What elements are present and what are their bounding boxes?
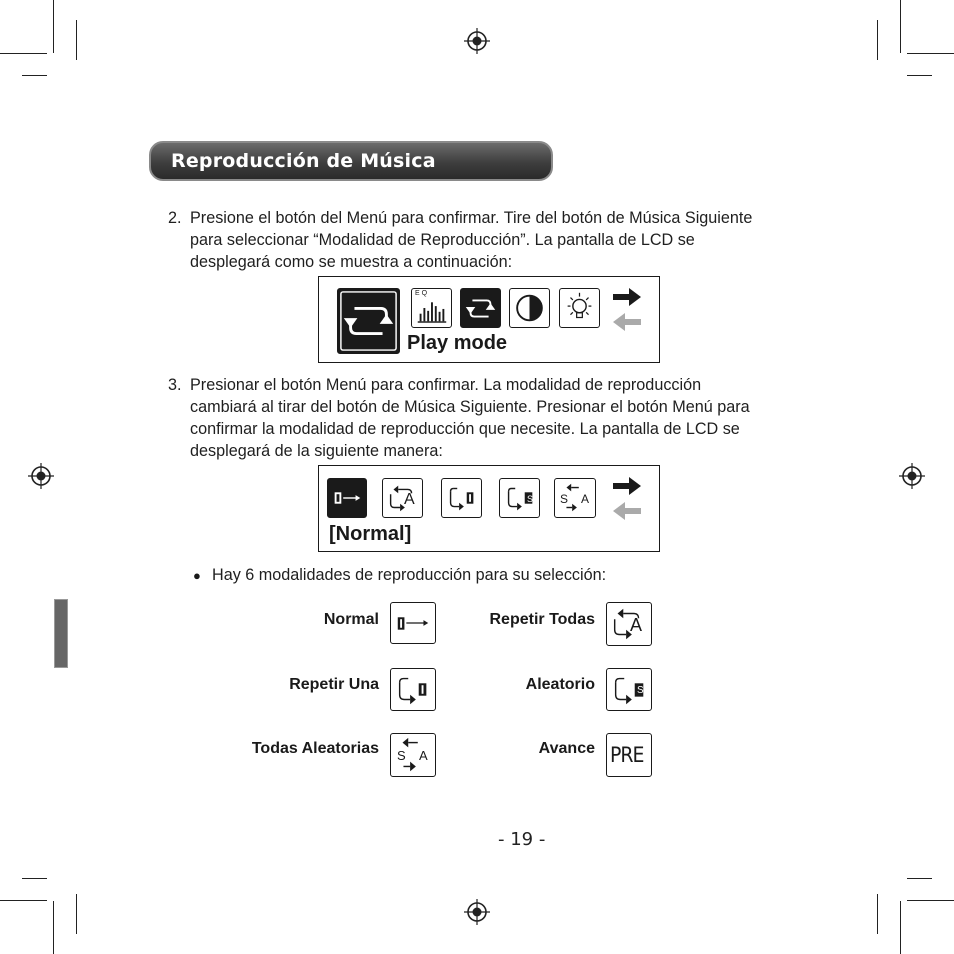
mode-label-all-shuffle: Todas Aleatorias: [251, 740, 379, 757]
all-shuffle-glyph-a: A: [581, 492, 590, 506]
preview-legend-icon: [606, 733, 652, 777]
repeat-all-legend-icon: [606, 602, 652, 646]
repeat-all-glyph: A: [404, 491, 415, 508]
side-tab-marker: [54, 599, 68, 668]
shuffle-icon: [499, 478, 540, 518]
paragraph-line: Presionar el botón Menú para confirmar. La modalidad de reproducción: [190, 376, 702, 394]
lcd-screen-play-mode: [318, 276, 660, 363]
lcd-screen-normal: [318, 465, 660, 552]
mode-label-repeat-all: Repetir Todas: [489, 611, 595, 628]
paragraph-line: desplegará como se muestra a continuación:: [190, 253, 513, 271]
all-shuffle-glyph-s: S: [560, 492, 569, 506]
preview-glyph: PRE: [610, 743, 644, 767]
paragraph-line: confirmar la modalidad de reproducción que necesite. La pantalla de LCD se: [190, 420, 740, 438]
paragraph-line: cambiará al tirar del botón de Música Siguiente. Presionar el botón Menú para: [190, 398, 750, 416]
section-title: Reproducción de Música: [171, 150, 436, 172]
repeat-one-icon: [441, 478, 482, 518]
registration-mark-icon: [464, 899, 490, 925]
registration-mark-icon: [464, 28, 490, 54]
all-shuffle-icon: [554, 478, 596, 518]
lcd-label-play-mode: Play mode: [407, 332, 508, 354]
page-number: - 19 -: [498, 829, 546, 850]
shuffle-legend-icon: [606, 668, 652, 711]
all-shuffle-legend-glyph-a: A: [419, 748, 428, 763]
next-prev-arrows-icon: [611, 287, 643, 335]
contrast-icon: [509, 288, 550, 328]
mode-label-shuffle: Aleatorio: [525, 676, 595, 693]
section-header: [149, 141, 553, 181]
mode-label-preview: Avance: [538, 740, 595, 757]
repeat-all-icon: [382, 478, 423, 518]
mode-label-normal: Normal: [323, 611, 379, 628]
bullet-text: Hay 6 modalidades de reproducción para su selección:: [212, 566, 607, 584]
eq-text: E Q: [415, 290, 428, 297]
step-3-paragraph: [168, 374, 750, 462]
registration-mark-icon: [28, 463, 54, 489]
normal-mode-selected-icon: [327, 478, 367, 518]
bullet-point: ●: [193, 568, 201, 583]
play-mode-icon: [460, 288, 501, 328]
normal-mode-icon: [390, 602, 436, 644]
shuffle-legend-glyph: S: [637, 685, 644, 696]
paragraph-line: Presione el botón del Menú para confirmar. Tire del botón de Música Siguiente: [190, 209, 753, 227]
backlight-icon: [559, 288, 600, 328]
mode-label-repeat-one: Repetir Una: [289, 676, 379, 693]
next-prev-arrows-icon: [611, 476, 643, 524]
step-number: 2.: [168, 209, 182, 227]
repeat-all-legend-glyph: A: [630, 615, 643, 635]
repeat-one-legend-icon: [390, 668, 436, 711]
all-shuffle-legend-glyph-s: S: [397, 748, 406, 763]
step-number: 3.: [168, 376, 182, 394]
lcd-label-normal: [Normal]: [329, 523, 412, 545]
step-2-paragraph: [168, 207, 753, 273]
paragraph-line: desplegará de la siguiente manera:: [190, 442, 443, 460]
all-shuffle-legend-icon: [390, 733, 436, 777]
shuffle-glyph: S: [527, 494, 534, 504]
play-mode-selected-icon: [337, 288, 400, 354]
equalizer-icon: [411, 288, 452, 328]
registration-mark-icon: [899, 463, 925, 489]
paragraph-line: para seleccionar “Modalidad de Reproducción”. La pantalla de LCD se: [190, 231, 695, 249]
